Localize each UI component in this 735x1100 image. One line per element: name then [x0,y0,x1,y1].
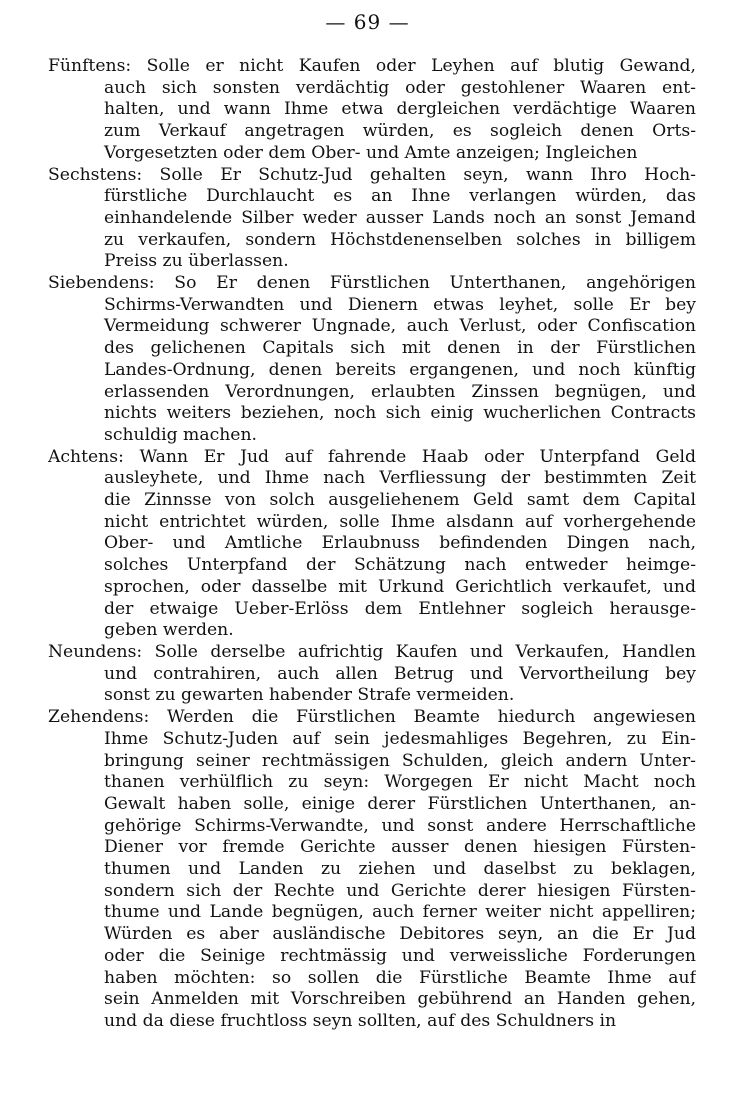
text-line: Zehendens: Werden die Fürstlichen Beamte hiedurch angewiesen [48,707,696,728]
text-line: Neundens: Solle derselbe aufrichtig Kaufen und Verkaufen, Handlen [48,641,696,662]
text-line: schuldig machen. [104,424,257,445]
text-line: Gewalt haben solle, einige derer Fürstlichen Unterthanen, an- [104,793,696,814]
text-line: geben werden. [104,620,234,641]
text-line: Schirms-Verwandten und Dienern etwas leyhet, solle Er bey [104,294,696,315]
text-line: sonst zu gewarten habender Strafe vermeiden. [104,685,515,706]
paragraph [48,447,696,642]
text-line: Landes-Ordnung, denen bereits ergangenen, und noch künftig [104,359,696,380]
paragraph [48,707,696,1033]
text-line: und da diese fruchtloss seyn sollten, auf des Schuldners in [104,1010,617,1031]
paragraph [48,273,696,447]
text-line: zu verkaufen, sondern Höchstdenenselben solches in billigem [104,229,696,250]
text-line: sprochen, oder dasselbe mit Urkund Gerichtlich verkaufet, und [104,576,696,597]
page-number: — 69 — [325,10,410,34]
text-line: bringung seiner rechtmässigen Schulden, gleich andern Unter- [104,750,696,771]
text-line: oder die Seinige rechtmässig und verweissliche Forderungen [104,945,696,966]
text-line: Siebendens: So Er denen Fürstlichen Unterthanen, angehörigen [48,273,696,294]
text-line: Diener vor fremde Gerichte ausser denen hiesigen Fürsten- [104,837,696,858]
text-line: solches Unterpfand der Schätzung nach entweder heimge- [104,555,696,576]
text-line: Ihme Schutz-Juden auf sein jedesmahliges Begehren, zu Ein- [104,728,696,749]
text-line: thume und Lande begnügen, auch ferner weiter nicht appelliren; [104,902,696,923]
text-line: Vorgesetzten oder dem Ober- und Amte anzeigen; Ingleichen [104,142,638,163]
text-line: Achtens: Wann Er Jud auf fahrende Haab oder Unterpfand Geld [48,446,696,467]
paragraph [48,56,696,165]
text-line: einhandelende Silber weder ausser Lands noch an sonst Jemand [104,207,696,228]
text-line: die Zinnsse von solch ausgeliehenem Geld samt dem Capital [104,490,696,511]
paragraph [48,165,696,274]
text-line: erlassenden Verordnungen, erlaubten Zinssen begnügen, und [104,381,696,402]
text-line: nichts weiters beziehen, noch sich einig wucherlichen Contracts [104,403,696,424]
text-line: thanen verhülflich zu seyn: Worgegen Er nicht Macht noch [104,772,696,793]
text-line: haben möchten: so sollen die Fürstliche Beamte Ihme auf [104,967,696,988]
text-line: der etwaige Ueber-Erlöss dem Entlehner sogleich herausge- [104,598,696,619]
paragraph [48,642,696,707]
text-line: zum Verkauf angetragen würden, es sogleich denen Orts- [104,121,696,142]
document-body [48,56,696,1033]
text-line: auch sich sonsten verdächtig oder gestohlener Waaren ent- [104,77,696,98]
text-line: ausleyhete, und Ihme nach Verfliessung der bestimmten Zeit [104,468,696,489]
text-line: nicht entrichtet würden, solle Ihme alsdann auf vorhergehende [104,511,696,532]
text-line: Ober- und Amtliche Erlaubnuss befindenden Dingen nach, [104,533,696,554]
text-line: des gelichenen Capitals sich mit denen in der Fürstlichen [104,338,696,359]
text-line: Sechstens: Solle Er Schutz-Jud gehalten seyn, wann Ihro Hoch- [48,164,696,185]
text-line: Vermeidung schwerer Ungnade, auch Verlust, oder Confiscation [104,316,696,337]
text-line: Preiss zu überlassen. [104,251,289,272]
text-line: fürstliche Durchlaucht es an Ihne verlangen würden, das [104,186,696,207]
text-line: gehörige Schirms-Verwandte, und sonst andere Herrschaftliche [104,815,696,836]
text-line: Würden es aber ausländische Debitores seyn, an die Er Jud [104,924,696,945]
text-line: Fünftens: Solle er nicht Kaufen oder Leyhen auf blutig Gewand, [48,56,696,76]
text-line: sondern sich der Rechte und Gerichte derer hiesigen Fürsten- [104,880,696,901]
text-line: sein Anmelden mit Vorschreiben gebührend an Handen gehen, [104,989,696,1010]
text-line: thumen und Landen zu ziehen und daselbst zu beklagen, [104,859,696,880]
text-line: und contrahiren, auch allen Betrug und Vervortheilung bey [104,663,696,684]
text-line: halten, und wann Ihme etwa dergleichen verdächtige Waaren [104,99,696,120]
